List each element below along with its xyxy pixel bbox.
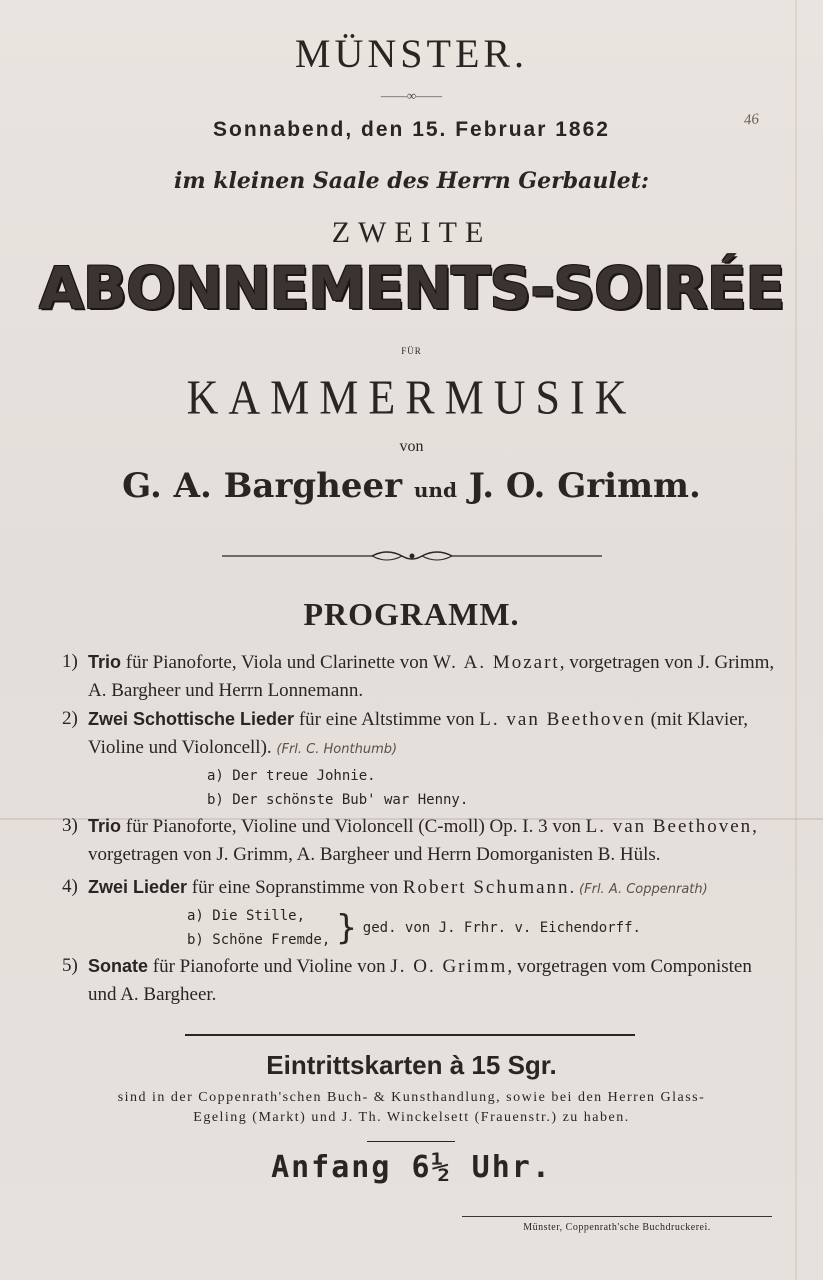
program-item-2: 2) Zwei Schottische Lieder für eine Altstimme von L. van Beethoven (mit Klavier, Violine und Violoncell). (Frl. C. Honthumb) — [62, 708, 748, 758]
ornamental-divider — [0, 546, 823, 566]
subtitle-zweite: ZWEITE — [331, 216, 492, 249]
handwritten-note-item-2: (Frl. C. Honthumb) — [276, 742, 398, 757]
item-4-songs — [62, 904, 782, 952]
program-item-4: 4) Zwei Lieder für eine Sopranstimme von Robert Schumann. (Frl. A. Coppenrath) — [62, 876, 708, 898]
handwritten-note-item-4: (Frl. A. Coppenrath) — [579, 882, 708, 897]
genre-title: KAMMERMUSIK — [186, 370, 637, 425]
performers — [0, 466, 823, 506]
program-title: PROGRAMM. — [303, 596, 520, 632]
program-list — [62, 648, 782, 1009]
label-und: und — [413, 478, 457, 502]
ticket-price: Eintrittskarten à 15 Sgr. — [266, 1050, 557, 1080]
performer-1: G. A. Bargheer — [122, 466, 403, 506]
program-item-1: 1) Trio für Pianoforte, Viola und Clarinette von W. A. Mozart, vorgetragen von J. Grimm, A. Bargheer und Herrn Lonnemann. — [62, 651, 775, 701]
item-4-song-b: b) Schöne Fremde, — [187, 932, 331, 948]
venue: im kleinen Saale des Herrn Gerbaulet: — [174, 168, 649, 194]
handwritten-page-number: 46 — [743, 111, 760, 129]
label-fuer: FÜR — [401, 346, 422, 356]
city-title: MÜNSTER. — [294, 31, 529, 76]
rule-divider — [185, 1034, 635, 1036]
ticket-outlets: sind in der Coppenrath'schen Buch- & Kunsthandlung, sowie bei den Herren Glass- Egeling (Markt) und J. Th. Winckelsett (Frauenstr.) zu haben. — [117, 1090, 706, 1125]
start-time: Anfang 6½ Uhr. — [271, 1150, 552, 1185]
printer-rule — [462, 1216, 772, 1217]
ornament-small: ——∞—— — [380, 88, 443, 103]
short-rule — [367, 1141, 455, 1142]
label-von: von — [399, 438, 424, 455]
printer-imprint: Münster, Coppenrath'sche Buchdruckerei. — [523, 1222, 711, 1233]
item-2-song-b: b) Der schönste Bub' war Henny. — [207, 792, 469, 808]
concert-date: Sonnabend, den 15. Februar 1862 — [213, 118, 610, 141]
item-4-poet: ged. von J. Frhr. v. Eichendorff. — [362, 920, 641, 936]
flourish-divider-icon — [222, 546, 602, 566]
item-2-song-a: a) Der treue Johnie. — [207, 768, 376, 784]
brace-icon: } — [336, 908, 357, 948]
event-title: ABONNEMENTS-SOIRÉE — [39, 254, 784, 322]
program-item-3: 3) Trio für Pianoforte, Violine und Violoncell (C-moll) Op. I. 3 von L. van Beethoven, vorgetragen von J. Grimm, A. Bargheer und Herrn Domorganisten B. Hüls. — [62, 815, 757, 865]
performer-2: J. O. Grimm. — [468, 466, 701, 506]
item-4-song-a: a) Die Stille, — [187, 908, 306, 924]
program-item-5: 5) Sonate für Pianoforte und Violine von J. O. Grimm, vorgetragen vom Componisten und A. Bargheer. — [62, 955, 752, 1005]
